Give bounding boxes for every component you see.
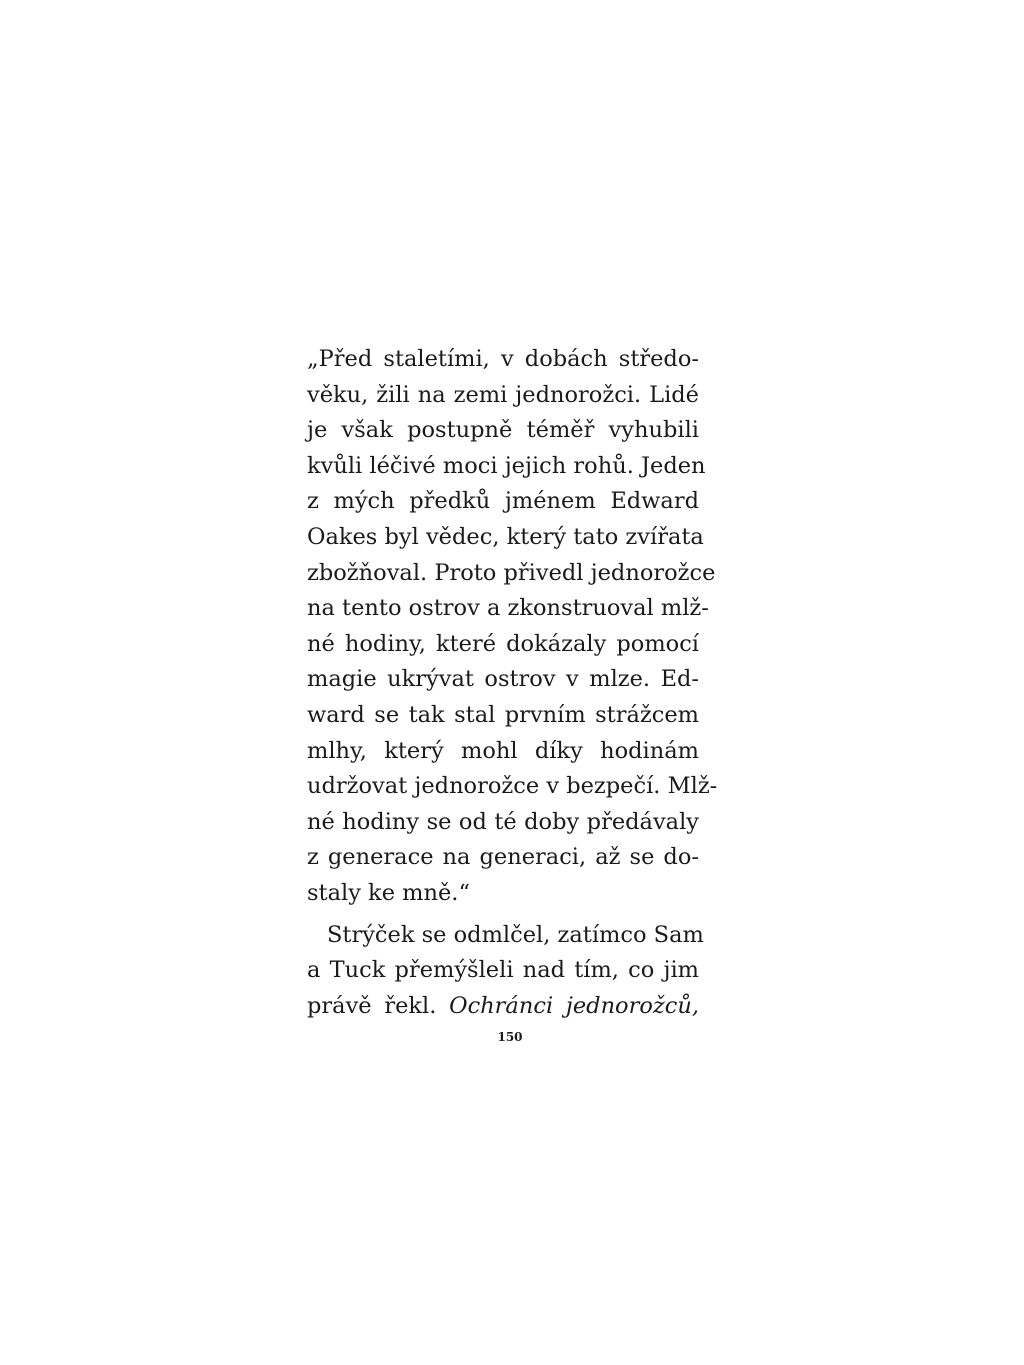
text-line: z mých předků jménem Edward xyxy=(307,488,699,515)
italic-text: Ochránci jednorožců, xyxy=(449,992,700,1019)
text-line: Oakes byl vědec, který tato zvířata xyxy=(307,523,704,550)
body-text xyxy=(307,342,718,1024)
text-line-mixed xyxy=(307,989,699,1025)
text-line: zbožňoval. Proto přivedl jednorožce xyxy=(307,559,716,586)
text-line: staly ke mně.“ xyxy=(307,879,470,906)
text-line: magie ukrývat ostrov v mlze. Ed- xyxy=(307,666,699,693)
text-line: věku, žili na zemi jednorožci. Lidé xyxy=(307,381,699,408)
text-line: na tento ostrov a zkonstruoval mlž- xyxy=(307,595,709,622)
text-line: né hodiny, které dokázaly pomocí xyxy=(307,630,699,657)
text-line: je však postupně téměř vyhubili xyxy=(307,417,699,444)
text-line: z generace na generaci, až se do- xyxy=(307,844,699,871)
text-line: Strýček se odmlčel, zatímco Sam xyxy=(327,921,704,948)
paragraph-1 xyxy=(307,342,718,912)
paragraph-2 xyxy=(307,918,704,1025)
text-line: mlhy, který mohl díky hodinám xyxy=(307,737,699,764)
text-line: né hodiny se od té doby předávaly xyxy=(307,808,699,835)
text-line: a Tuck přemýšleli nad tím, co jim xyxy=(307,957,699,984)
text-line: ward se tak stal prvním strážcem xyxy=(307,701,699,728)
plain-text: právě řekl. xyxy=(307,992,437,1019)
text-line: „Před staletími, v dobách středo- xyxy=(307,346,699,372)
page-number: 150 xyxy=(497,1030,523,1044)
text-line: kvůli léčivé moci jejich rohů. Jeden xyxy=(307,452,706,479)
text-line: udržovat jednorožce v bezpečí. Mlž- xyxy=(307,773,718,800)
